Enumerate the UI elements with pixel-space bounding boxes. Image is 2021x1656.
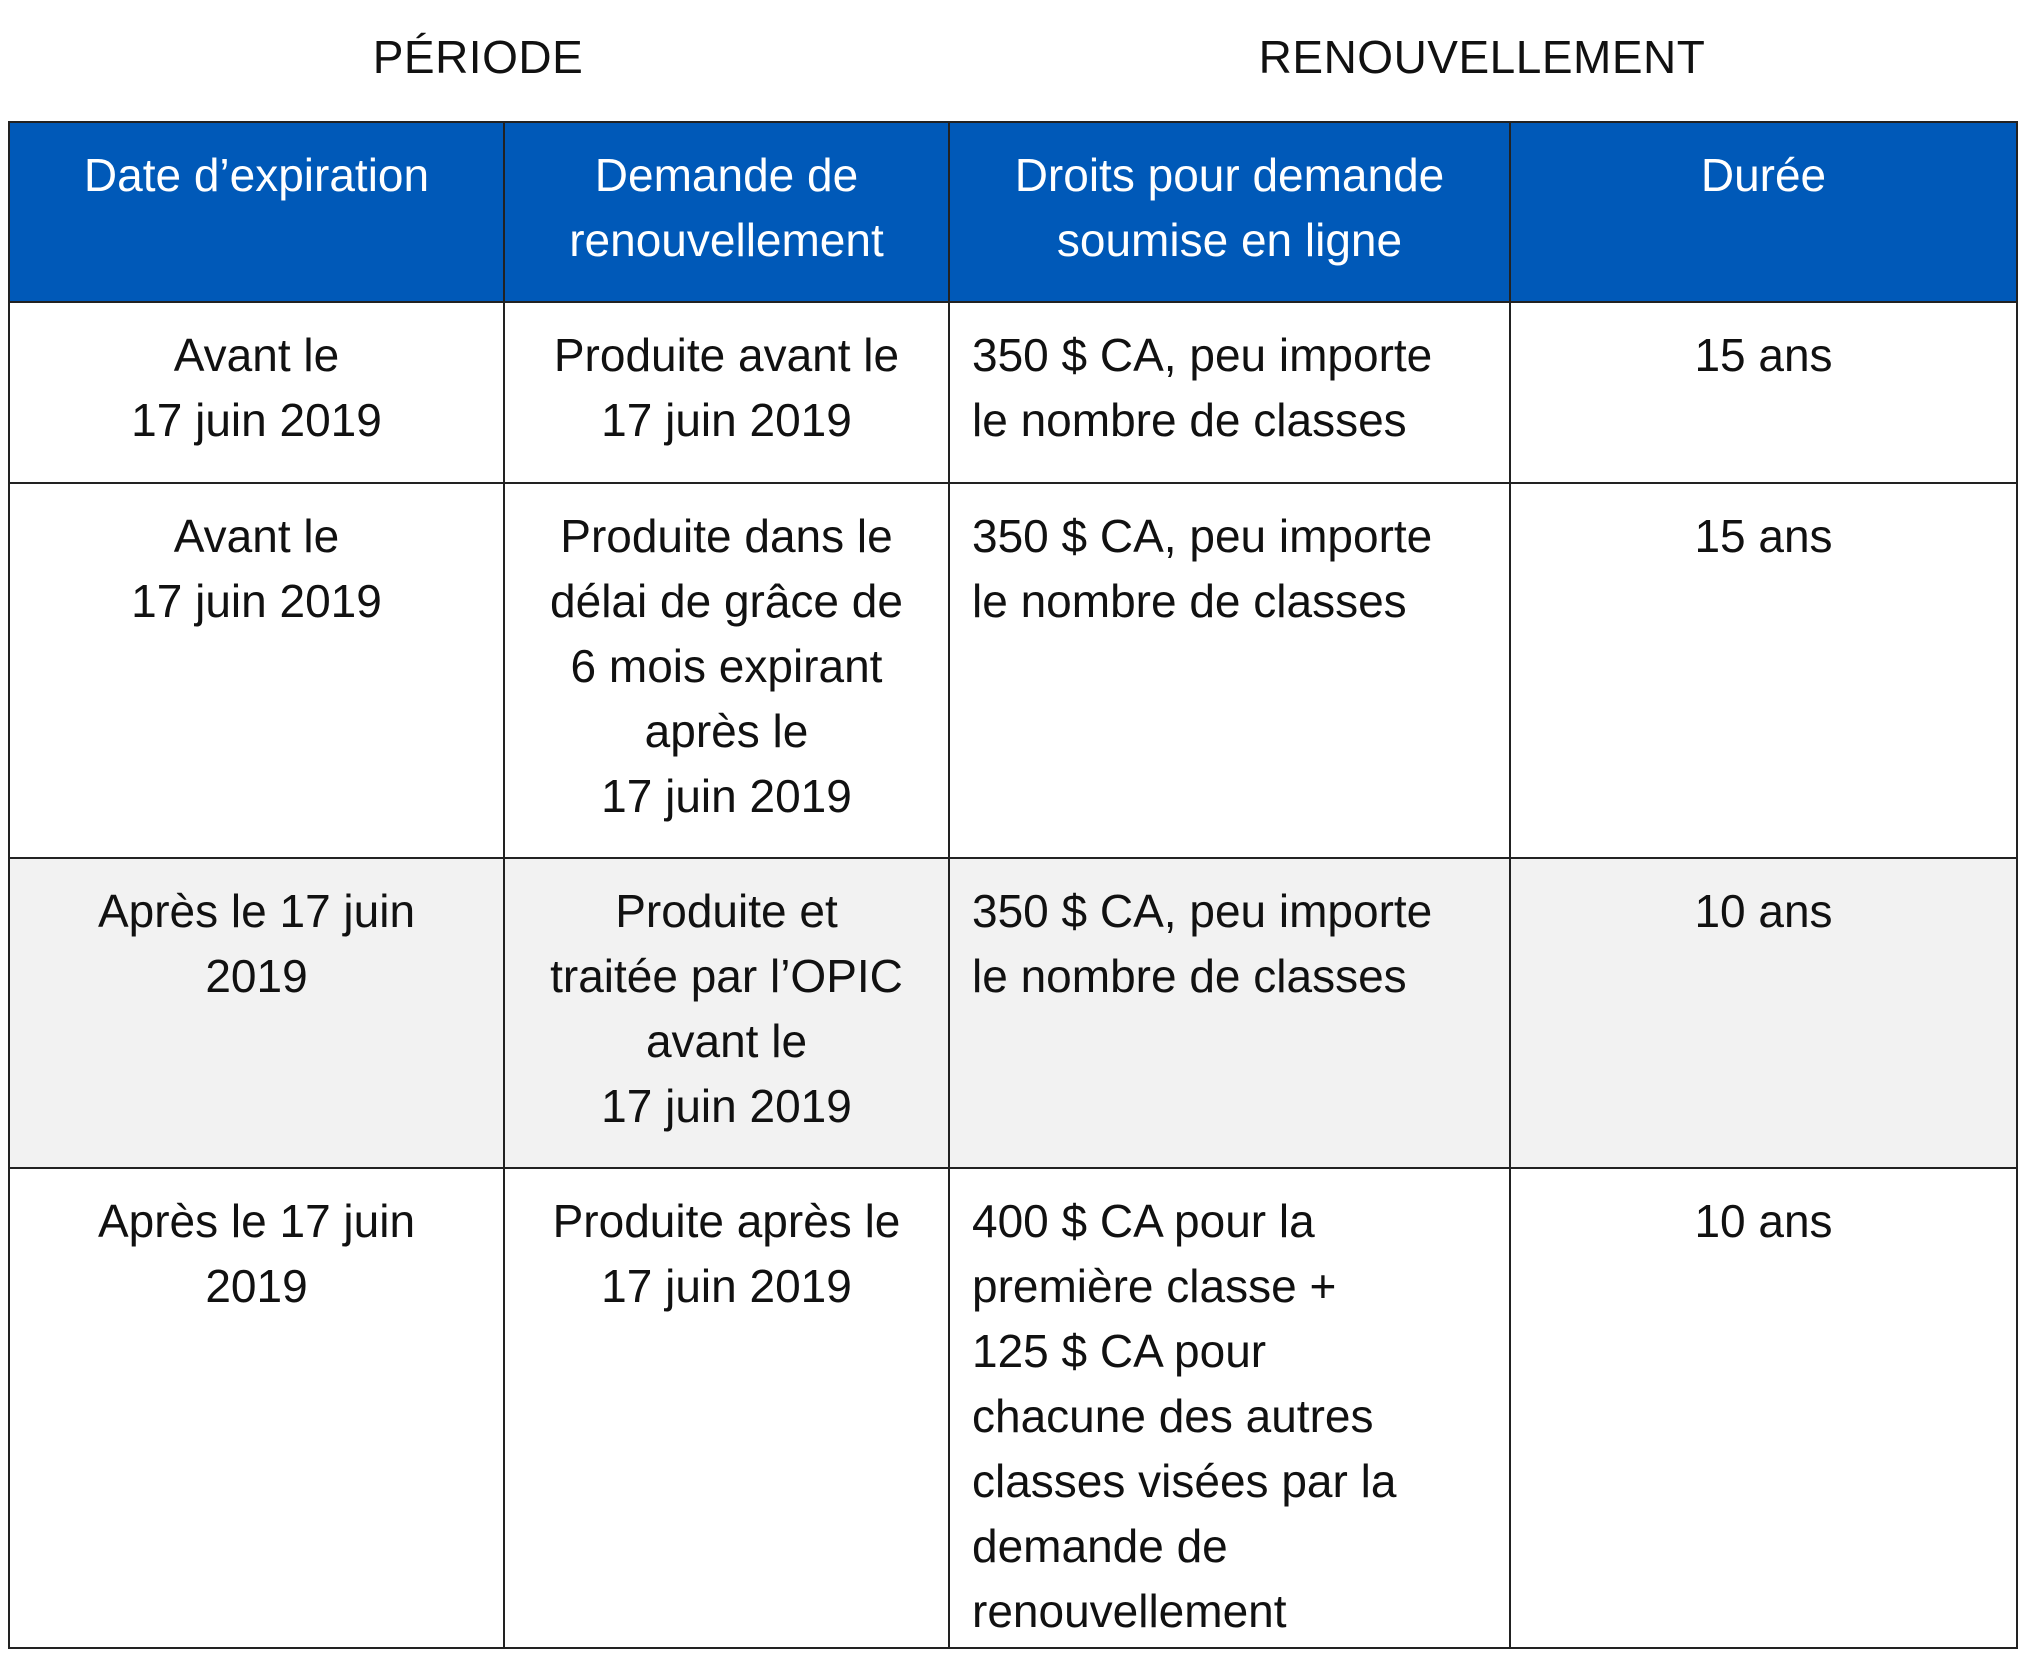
- group-label-periode: PÉRIODE: [372, 31, 584, 83]
- header-date-expiration: Date d’expiration: [9, 122, 504, 302]
- renewal-fees-table: [8, 121, 2018, 1649]
- cell-expiration: Avant le 17 juin 2019: [9, 302, 504, 483]
- table-row: [9, 1168, 2017, 1648]
- cell-demande: Produite et traitée par l’OPIC avant le 17 juin 2019: [504, 858, 949, 1168]
- cell-demande: Produite après le 17 juin 2019: [504, 1168, 949, 1648]
- cell-duree: 15 ans: [1510, 302, 2017, 483]
- cell-droits: 400 $ CA pour la première classe + 125 $ CA pour chacune des autres classes visées par la demande de renouvellement: [949, 1168, 1510, 1648]
- header-droits-en-ligne: Droits pour demande soumise en ligne: [949, 122, 1510, 302]
- group-label-renouvellement: RENOUVELLEMENT: [1258, 31, 1706, 83]
- cell-demande: Produite dans le délai de grâce de 6 mois expirant après le 17 juin 2019: [504, 483, 949, 858]
- cell-duree: 10 ans: [1510, 858, 2017, 1168]
- cell-droits: 350 $ CA, peu importe le nombre de classes: [949, 858, 1510, 1168]
- cell-expiration: Après le 17 juin 2019: [9, 1168, 504, 1648]
- table-row: [9, 483, 2017, 858]
- table-header-row: [9, 122, 2017, 302]
- cell-expiration: Avant le 17 juin 2019: [9, 483, 504, 858]
- cell-demande: Produite avant le 17 juin 2019: [504, 302, 949, 483]
- header-duree: Durée: [1510, 122, 2017, 302]
- header-demande-renouvellement: Demande de renouvellement: [504, 122, 949, 302]
- cell-expiration: Après le 17 juin 2019: [9, 858, 504, 1168]
- cell-duree: 10 ans: [1510, 1168, 2017, 1648]
- table-row: [9, 858, 2017, 1168]
- cell-duree: 15 ans: [1510, 483, 2017, 858]
- cell-droits: 350 $ CA, peu importe le nombre de classes: [949, 483, 1510, 858]
- table-row: [9, 302, 2017, 483]
- cell-droits: 350 $ CA, peu importe le nombre de classes: [949, 302, 1510, 483]
